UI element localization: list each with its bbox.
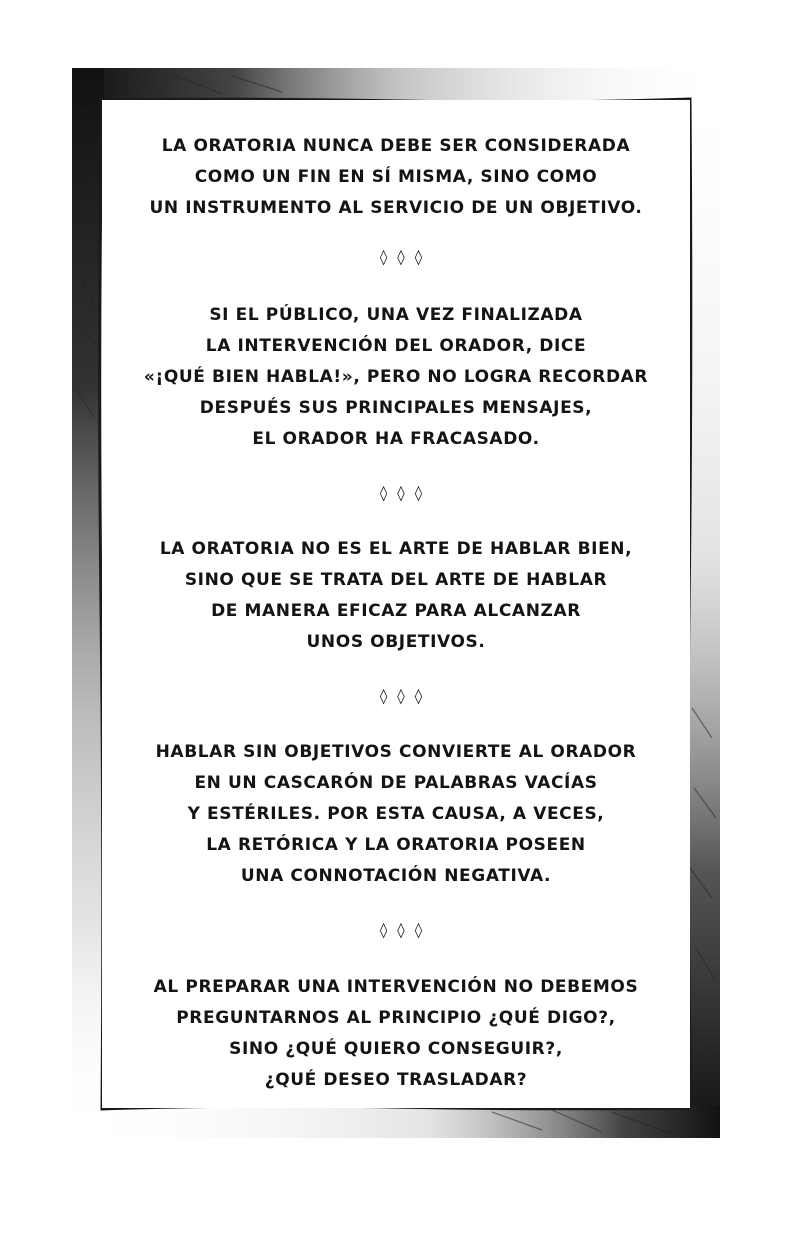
text-line: UNOS OBJETIVOS. [306, 632, 486, 652]
text-line: PREGUNTARNOS AL PRINCIPIO ¿QUÉ DIGO?, [176, 1008, 616, 1028]
text-line: LA ORATORIA NUNCA DEBE SER CONSIDERADA [161, 136, 631, 156]
text-line: DE MANERA EFICAZ PARA ALCANZAR [211, 601, 581, 621]
paragraph-1 [102, 131, 690, 224]
paragraph-2 [102, 300, 690, 455]
text-line: LA INTERVENCIÓN DEL ORADOR, DICE [205, 336, 587, 356]
text-line: LA RETÓRICA Y LA ORATORIA POSEEN [206, 835, 586, 855]
sketched-frame [72, 68, 720, 1138]
text-line: EL ORADOR HA FRACASADO. [252, 429, 540, 449]
text-line: SINO ¿QUÉ QUIERO CONSEGUIR?, [229, 1039, 563, 1059]
text-line: SI EL PÚBLICO, UNA VEZ FINALIZADA [209, 305, 583, 325]
text-line: DESPUÉS SUS PRINCIPALES MENSAJES, [199, 398, 593, 418]
paragraph-3 [102, 534, 690, 658]
text-line: AL PREPARAR UNA INTERVENCIÓN NO DEBEMOS [153, 977, 639, 997]
diamond-separator: ◊◊◊ [379, 921, 433, 939]
text-line: SINO QUE SE TRATA DEL ARTE DE HABLAR [184, 570, 608, 590]
diamond-separator: ◊◊◊ [379, 248, 433, 266]
paragraph-4 [102, 737, 690, 892]
diamond-separator: ◊◊◊ [379, 484, 433, 502]
paragraph-5 [102, 972, 690, 1096]
text-line: Y ESTÉRILES. POR ESTA CAUSA, A VECES, [187, 804, 605, 824]
text-line: «¡QUÉ BIEN HABLA!», PERO NO LOGRA RECORDAR [143, 367, 649, 387]
text-line: COMO UN FIN EN SÍ MISMA, SINO COMO [194, 167, 598, 187]
text-line: ¿QUÉ DESEO TRASLADAR? [264, 1070, 528, 1090]
text-line: UN INSTRUMENTO AL SERVICIO DE UN OBJETIVO. [149, 198, 643, 218]
text-line: UNA CONNOTACIÓN NEGATIVA. [240, 866, 552, 886]
diamond-separator: ◊◊◊ [379, 687, 433, 705]
text-line: EN UN CASCARÓN DE PALABRAS VACÍAS [194, 773, 598, 793]
text-line: HABLAR SIN OBJETIVOS CONVIERTE AL ORADOR [155, 742, 637, 762]
text-panel [102, 100, 690, 1108]
text-line: LA ORATORIA NO ES EL ARTE DE HABLAR BIEN, [159, 539, 633, 559]
